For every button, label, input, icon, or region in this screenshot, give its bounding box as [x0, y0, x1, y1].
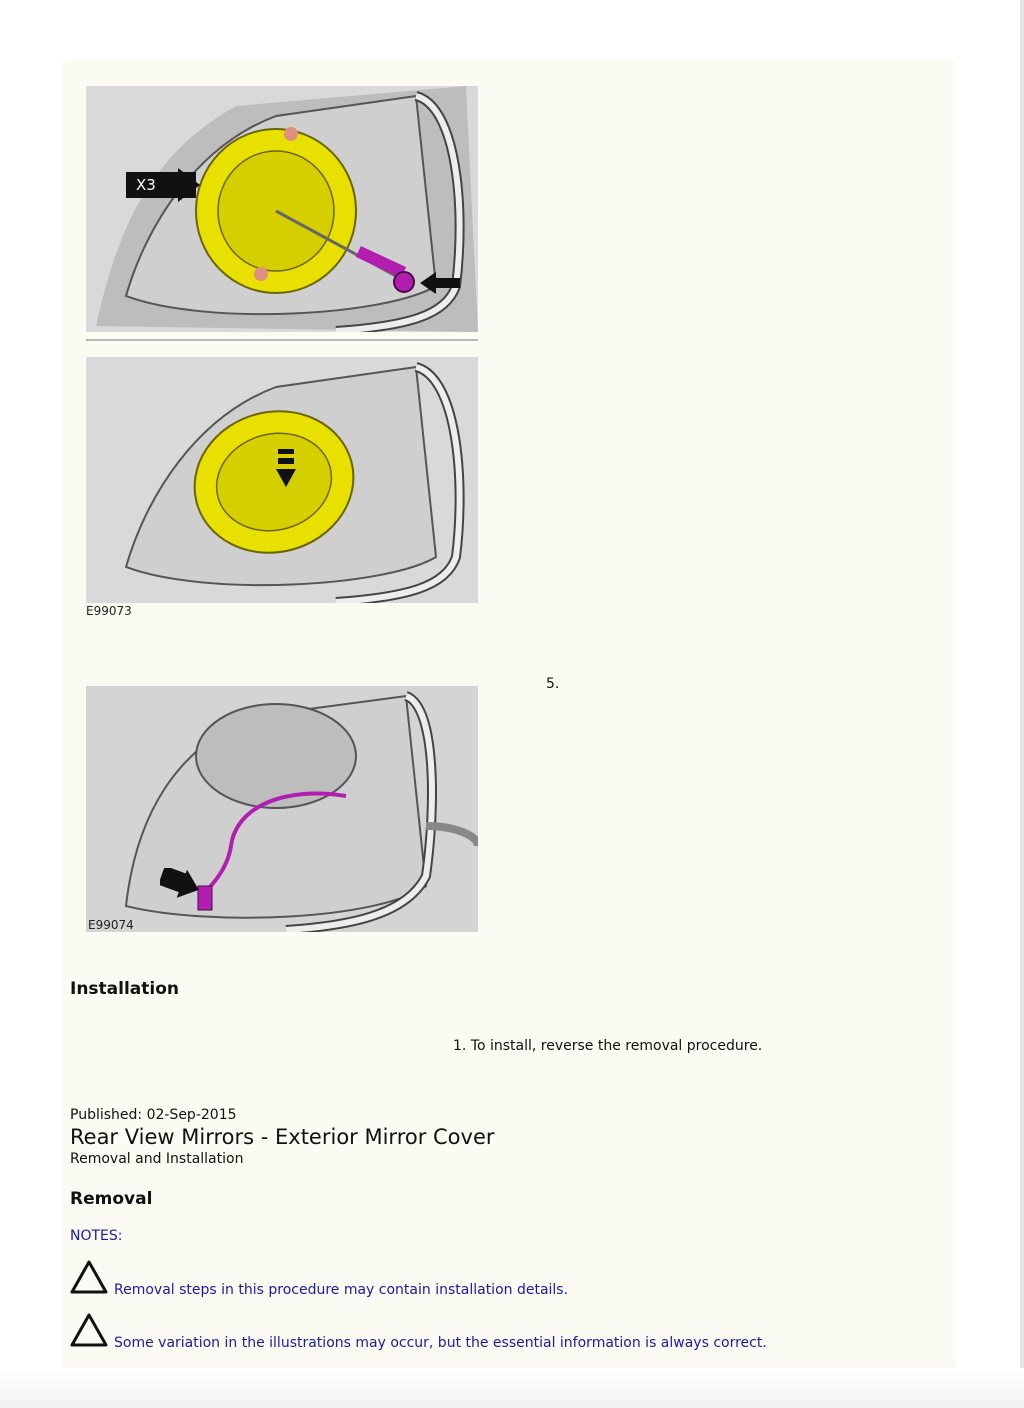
page-title: Rear View Mirrors - Exterior Mirror Cover	[70, 1125, 495, 1149]
note-item-2: Some variation in the illustrations may occur, but the essential information is always correct.	[114, 1335, 767, 1351]
warning-triangle-icon	[70, 1313, 108, 1347]
callout-x3-text: X3	[136, 176, 156, 194]
notes-label: NOTES:	[70, 1228, 123, 1244]
page-subtitle: Removal and Installation	[70, 1151, 244, 1167]
arrow-down-icon	[276, 449, 300, 491]
removal-heading: Removal	[70, 1189, 153, 1209]
arrow-right-icon	[160, 868, 200, 898]
mirror-connector-drawing	[86, 686, 478, 932]
figure-label-e99074: E99074	[88, 918, 134, 932]
bottom-fade	[0, 1368, 1024, 1408]
step-number-5: 5.	[546, 676, 560, 692]
figure-separator	[86, 339, 478, 341]
page-edge	[1020, 0, 1024, 1408]
note-item-1: Removal steps in this procedure may contain installation details.	[114, 1282, 569, 1298]
arrow-left-icon	[420, 272, 460, 294]
mirror-motor-drawing	[86, 86, 478, 332]
figure-label-e99073: E99073	[86, 604, 132, 618]
published-date: Published: 02-Sep-2015	[70, 1107, 237, 1123]
warning-triangle-icon	[70, 1260, 108, 1294]
illustration-mirror-connector	[86, 686, 478, 932]
installation-heading: Installation	[70, 979, 180, 999]
illustration-mirror-motor-removal	[86, 357, 478, 603]
illustration-mirror-motor-screws	[86, 86, 478, 332]
installation-step-1: 1. To install, reverse the removal procedure.	[453, 1038, 763, 1054]
arrow-right-icon	[178, 168, 200, 202]
